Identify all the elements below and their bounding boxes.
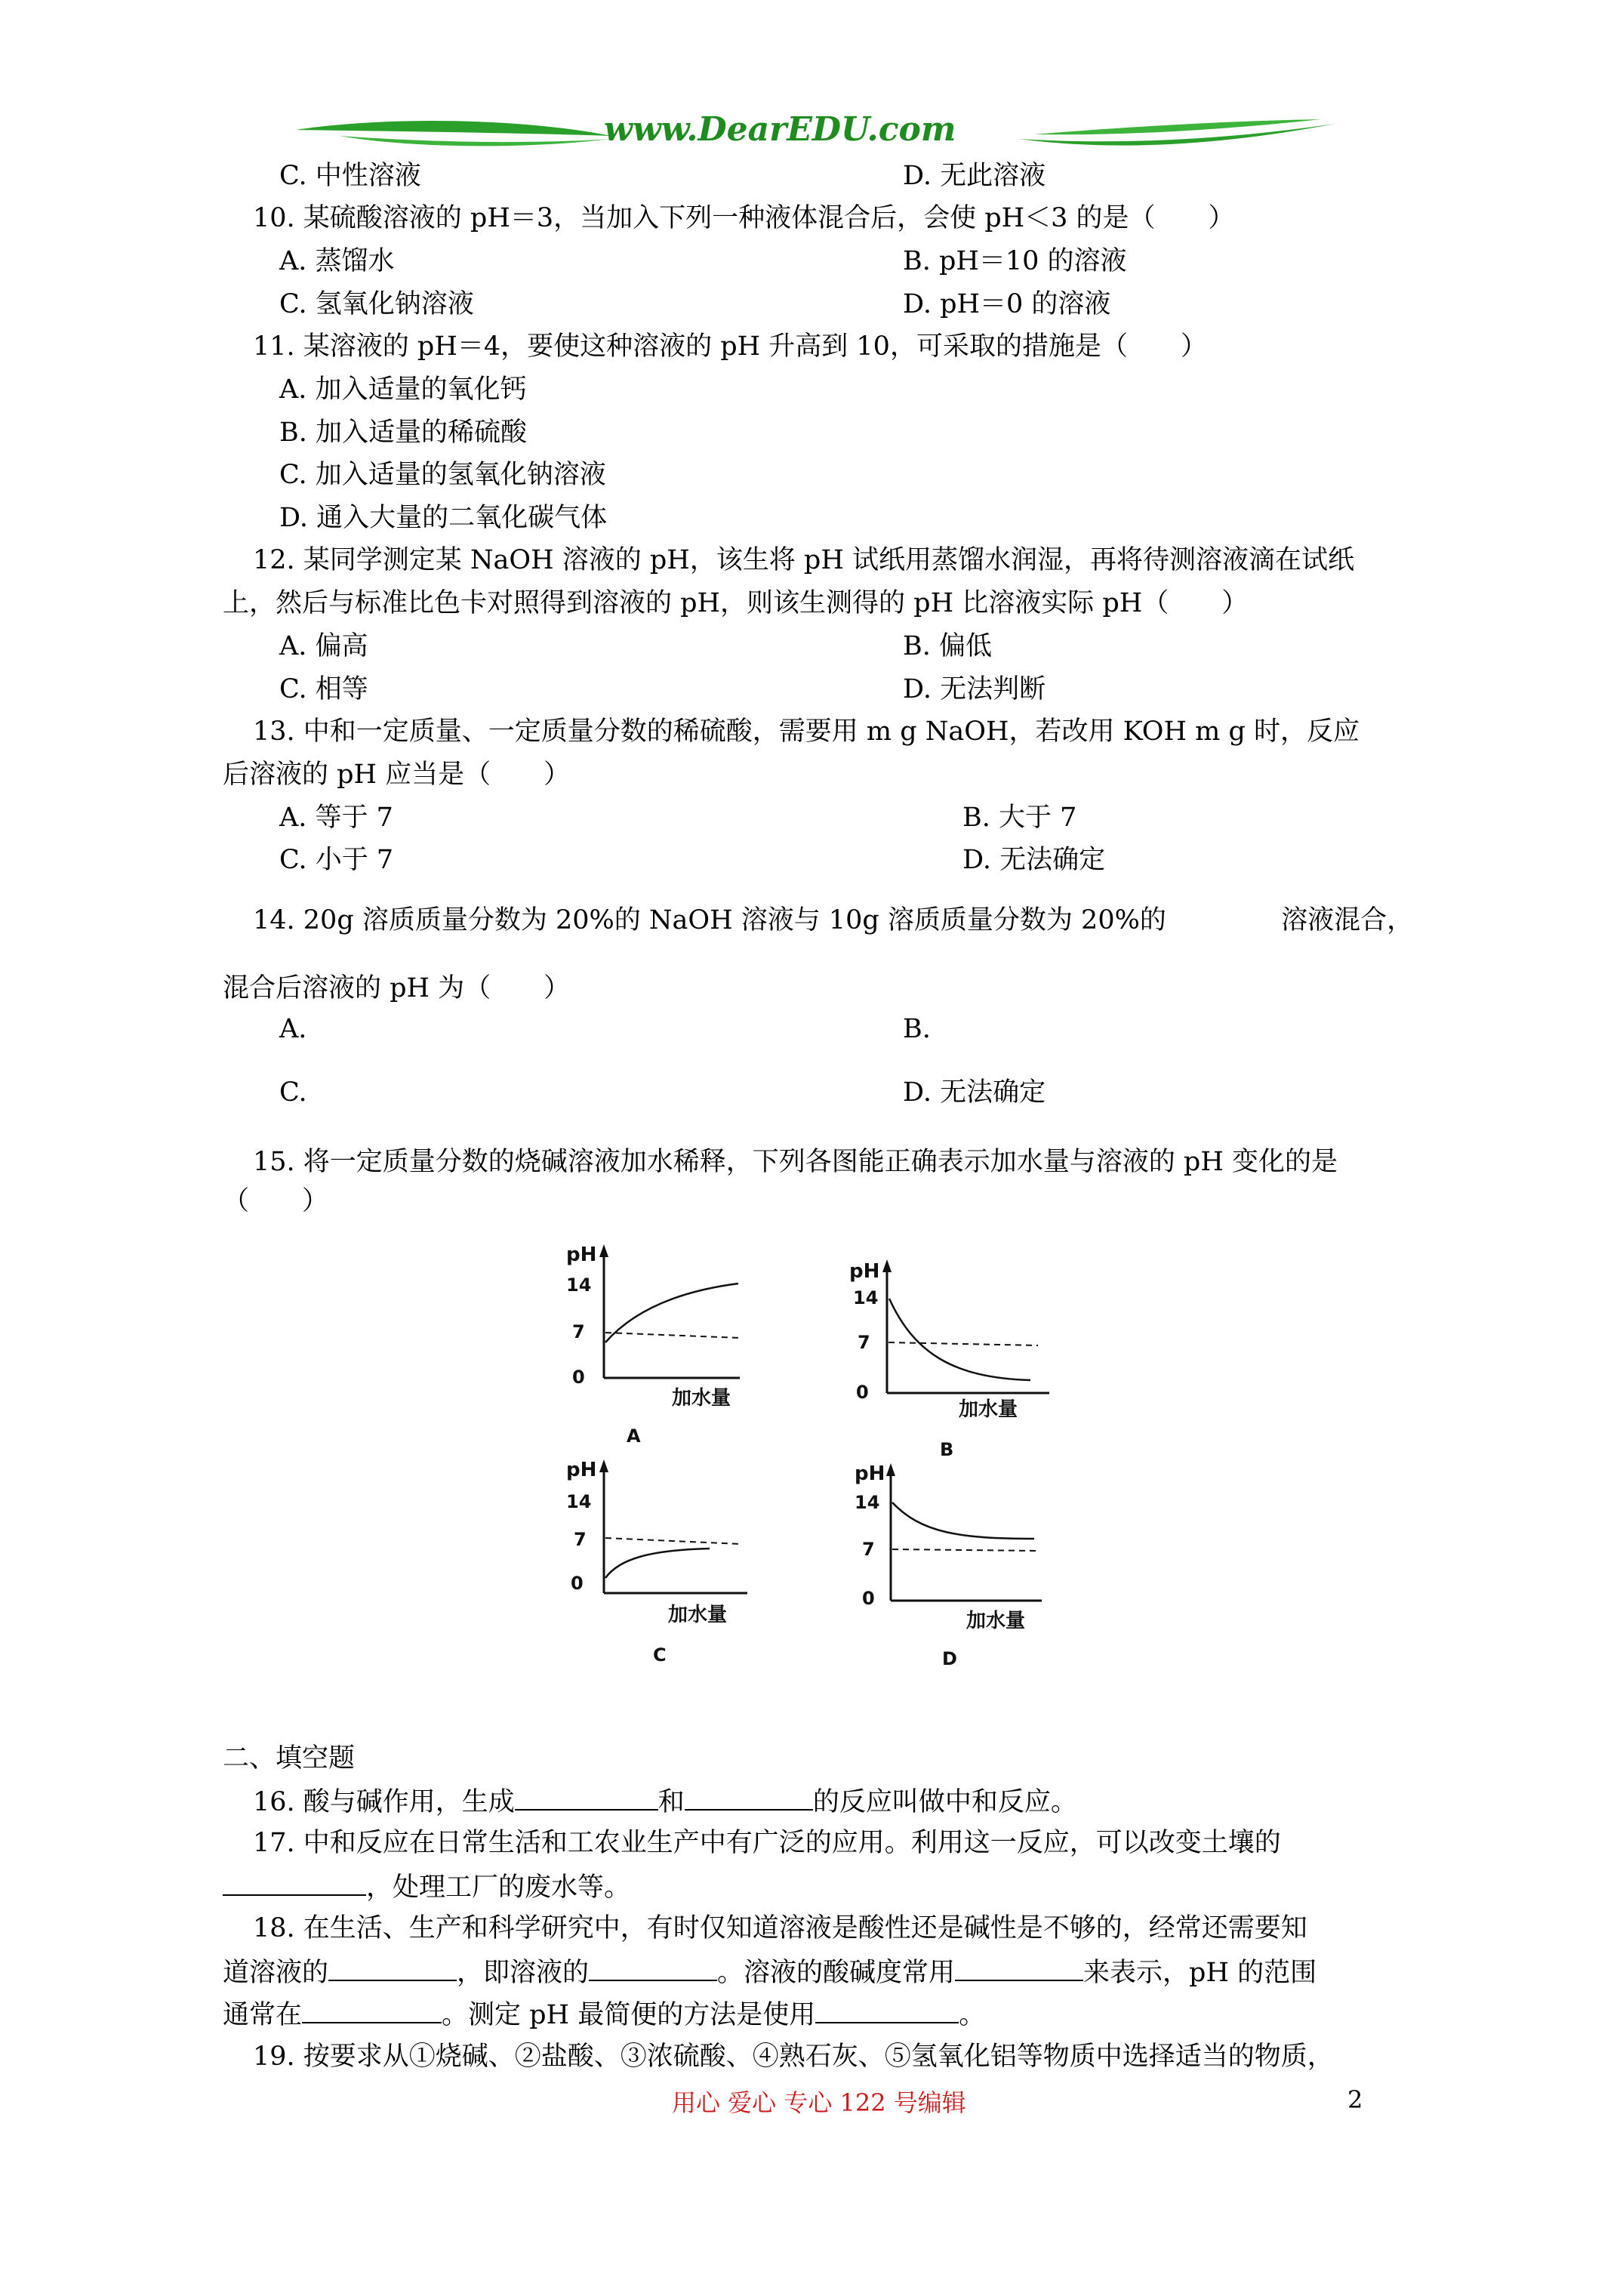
tick-label: 7 bbox=[858, 1332, 870, 1353]
ph-curve bbox=[605, 1549, 710, 1578]
graph-d bbox=[845, 1457, 1072, 1676]
option: C. 相等 bbox=[279, 674, 368, 704]
option: A. bbox=[279, 1014, 307, 1044]
option: B. 加入适量的稀硫酸 bbox=[279, 418, 527, 448]
options-row bbox=[279, 672, 1046, 707]
ph-curve bbox=[889, 1299, 1030, 1380]
tick-label: 14 bbox=[855, 1492, 880, 1513]
tick-label: 0 bbox=[572, 1367, 585, 1388]
y-axis-arrow bbox=[599, 1459, 608, 1472]
question-19: 19. 按要求从①烧碱、②盐酸、③浓硫酸、④熟石灰、⑤氢氧化铝等物质中选择适当的物质， bbox=[253, 2042, 1334, 2072]
panel-label: C bbox=[653, 1644, 667, 1666]
stem-text: 14. 20g 溶质质量分数为 20%的 NaOH 溶液与 10g 溶质质量分数为 20%的 bbox=[253, 905, 1166, 935]
tick-label: 14 bbox=[566, 1274, 592, 1296]
x-axis-label: 加水量 bbox=[668, 1604, 728, 1626]
question-stem bbox=[253, 903, 1413, 938]
options-row bbox=[279, 843, 1106, 877]
tick-label: 0 bbox=[862, 1588, 875, 1609]
question-stem: 12. 某同学测定某 NaOH 溶液的 pH，该生将 pH 试纸用蒸馏水润湿，再将待测溶液滴在试纸 bbox=[253, 545, 1354, 575]
option: B. pH＝10 的溶液 bbox=[903, 246, 1127, 276]
tick-label: 7 bbox=[862, 1539, 875, 1560]
q18-text: 。 bbox=[959, 2000, 986, 2030]
option: C. 中性溶液 bbox=[279, 161, 421, 191]
y-axis-arrow bbox=[599, 1244, 608, 1257]
question-stem: 11. 某溶液的 pH＝4，要使这种溶液的 pH 升高到 10，可采取的措施是（ ） bbox=[253, 331, 1207, 362]
stem-text-tail: 溶液混合， bbox=[1281, 905, 1414, 935]
y-axis-arrow bbox=[886, 1463, 895, 1476]
options-row bbox=[279, 1012, 931, 1046]
option: D. 无此溶液 bbox=[903, 161, 1046, 191]
q18-text: 来表示，pH 的范围 bbox=[1083, 1958, 1317, 1988]
question-stem: 15. 将一定质量分数的烧碱溶液加水稀释，下列各图能正确表示加水量与溶液的 pH 变化的是 bbox=[253, 1147, 1338, 1177]
option: C. 小于 7 bbox=[279, 845, 394, 875]
option: D. 通入大量的二氧化碳气体 bbox=[279, 503, 608, 533]
x-axis-label: 加水量 bbox=[966, 1610, 1026, 1632]
option: D. pH＝0 的溶液 bbox=[903, 289, 1111, 319]
y-axis-label: pH bbox=[855, 1462, 885, 1485]
q18-text: ，即溶液的 bbox=[457, 1958, 590, 1988]
tick-label: 14 bbox=[566, 1491, 592, 1512]
tick-label: 14 bbox=[853, 1287, 879, 1308]
panel-label: A bbox=[627, 1425, 641, 1447]
q18-text: 。测定 pH 最简便的方法是使用 bbox=[442, 2000, 816, 2030]
question-stem: 10. 某硫酸溶液的 pH＝3，当加入下列一种液体混合后，会使 pH＜3 的是（ ） bbox=[253, 203, 1235, 233]
graph-a bbox=[551, 1238, 778, 1457]
neutral-line bbox=[605, 1333, 740, 1338]
option: A. 偏高 bbox=[279, 631, 368, 661]
question-18: 18. 在生活、生产和科学研究中，有时仅知道溶液是酸性还是碱性是不够的，经常还需要知 bbox=[253, 1913, 1307, 1943]
graph-b bbox=[845, 1253, 1072, 1472]
footer-text: 用心 爱心 专心 122 号编辑 bbox=[672, 2088, 966, 2117]
question-17-continued bbox=[223, 1869, 630, 1905]
options-row bbox=[279, 800, 1077, 835]
q16-text: 16. 酸与碱作用，生成 bbox=[253, 1787, 515, 1817]
tick-label: 0 bbox=[856, 1382, 869, 1403]
option: C. 加入适量的氢氧化钠溶液 bbox=[279, 460, 606, 490]
question-18-continued bbox=[223, 1996, 985, 2032]
options-row bbox=[279, 244, 1127, 279]
tick-label: 0 bbox=[571, 1573, 584, 1594]
options-row bbox=[279, 629, 992, 664]
answer-blank[interactable] bbox=[223, 1869, 366, 1896]
option: B. bbox=[903, 1014, 931, 1044]
tick-label: 7 bbox=[572, 1321, 585, 1342]
page-number: 2 bbox=[1347, 2085, 1363, 2114]
answer-blank[interactable] bbox=[328, 1954, 457, 1981]
y-axis-arrow bbox=[882, 1259, 892, 1272]
question-stem-continued: 混合后溶液的 pH 为（ ） bbox=[223, 973, 571, 1003]
option: B. 偏低 bbox=[903, 631, 992, 661]
answer-blank[interactable] bbox=[815, 1996, 959, 2023]
neutral-line bbox=[888, 1342, 1038, 1345]
y-axis-label: pH bbox=[566, 1244, 597, 1266]
q18-text: 通常在 bbox=[223, 2000, 303, 2030]
neutral-line bbox=[605, 1538, 740, 1544]
q17-text: ，处理工厂的废水等。 bbox=[366, 1872, 631, 1903]
option: A. 加入适量的氧化钙 bbox=[279, 374, 527, 405]
option: B. 大于 7 bbox=[962, 803, 1077, 833]
neutral-line bbox=[892, 1549, 1038, 1551]
panel-label: D bbox=[942, 1648, 957, 1669]
q18-text: 。溶液的酸碱度常用 bbox=[717, 1958, 956, 1988]
question-stem: 13. 中和一定质量、一定质量分数的稀硫酸，需要用 m g NaOH，若改用 KOH m g 时，反应 bbox=[253, 717, 1360, 747]
option: C. 氢氧化钠溶液 bbox=[279, 289, 474, 319]
options-row bbox=[279, 287, 1111, 322]
option: D. 无法确定 bbox=[962, 845, 1106, 875]
answer-blank[interactable] bbox=[515, 1783, 658, 1811]
tick-label: 7 bbox=[574, 1529, 587, 1550]
question-stem-continued: （ ） bbox=[223, 1186, 329, 1216]
q18-text: 道溶液的 bbox=[223, 1958, 329, 1988]
option: A. 等于 7 bbox=[279, 803, 393, 833]
y-axis-label: pH bbox=[849, 1260, 880, 1283]
graph-c bbox=[559, 1453, 785, 1672]
question-17: 17. 中和反应在日常生活和工农业生产中有广泛的应用。利用这一反应，可以改变土壤的 bbox=[253, 1828, 1281, 1858]
option: C. bbox=[279, 1077, 307, 1108]
answer-blank[interactable] bbox=[955, 1954, 1083, 1981]
options-row bbox=[279, 1075, 1046, 1110]
option: A. 蒸馏水 bbox=[279, 246, 395, 276]
x-axis-label: 加水量 bbox=[959, 1398, 1018, 1421]
answer-blank[interactable] bbox=[589, 1954, 717, 1981]
x-axis-label: 加水量 bbox=[672, 1387, 731, 1410]
site-name: www.DearEDU.com bbox=[604, 110, 956, 149]
q9-options-row bbox=[279, 159, 1046, 193]
question-stem-continued: 上，然后与标准比色卡对照得到溶液的 pH，则该生测得的 pH 比溶液实际 pH（ ） bbox=[223, 588, 1249, 618]
answer-blank[interactable] bbox=[302, 1996, 442, 2023]
section-title: 二、填空题 bbox=[223, 1743, 356, 1774]
q16-text: 的反应叫做中和反应。 bbox=[812, 1787, 1077, 1817]
site-header-banner bbox=[294, 110, 1336, 159]
question-16 bbox=[253, 1783, 1077, 1820]
question-stem-continued: 后溶液的 pH 应当是（ ） bbox=[223, 760, 571, 790]
answer-blank[interactable] bbox=[685, 1783, 813, 1811]
panel-label: B bbox=[940, 1439, 954, 1460]
q16-text: 和 bbox=[658, 1787, 685, 1817]
y-axis-label: pH bbox=[566, 1459, 597, 1481]
option: D. 无法确定 bbox=[903, 1077, 1046, 1108]
ph-curve bbox=[892, 1502, 1034, 1539]
ph-curve bbox=[605, 1284, 738, 1342]
option: D. 无法判断 bbox=[903, 674, 1046, 704]
question-18-continued bbox=[223, 1954, 1317, 1990]
